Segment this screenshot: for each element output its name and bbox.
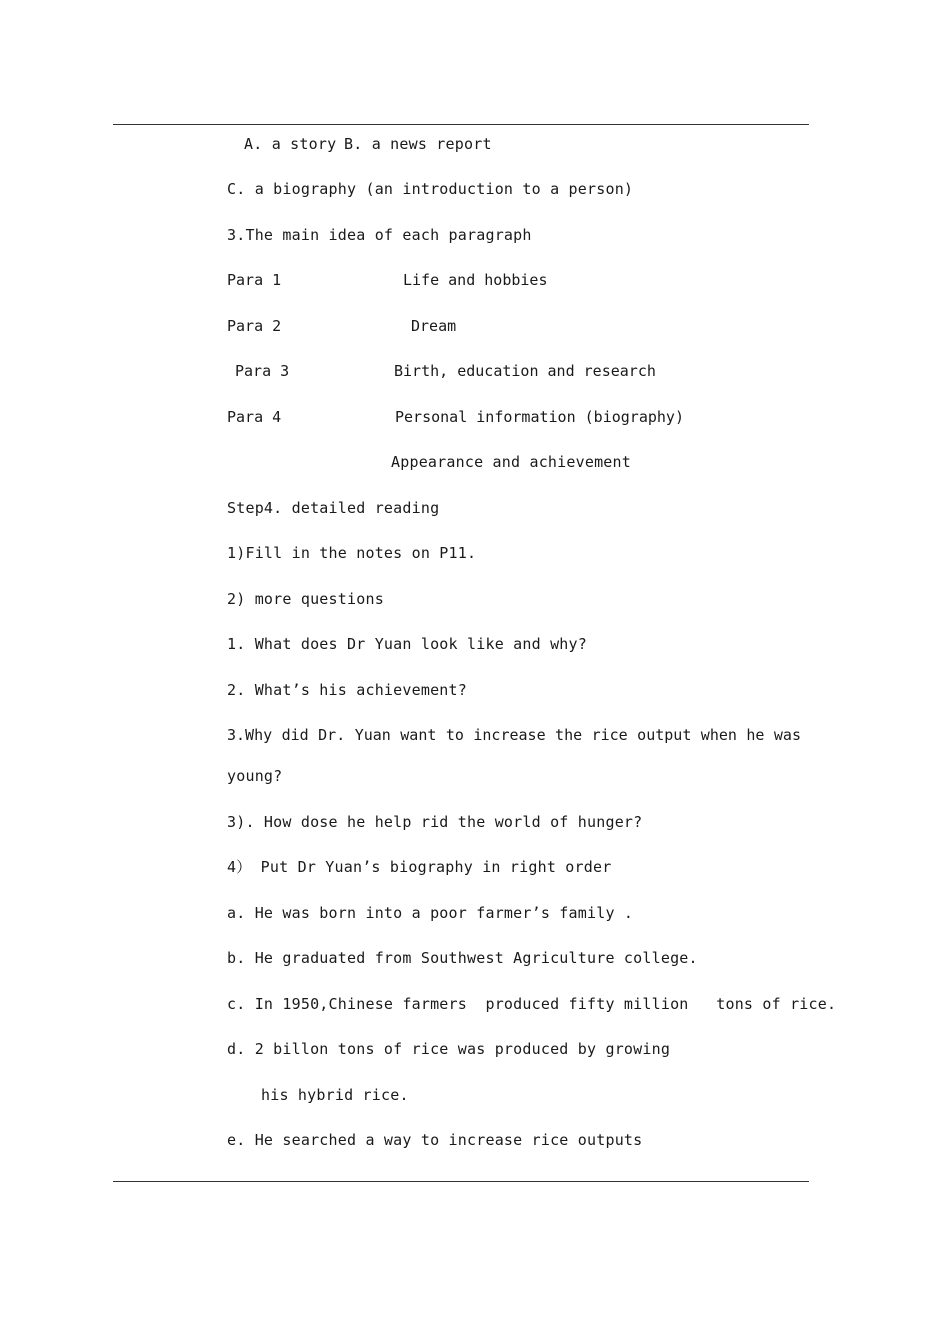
question-1: 1. What does Dr Yuan look like and why? [227,635,587,653]
footer-rule [113,1181,809,1182]
extra-idea: Appearance and achievement [391,453,631,471]
para-label: Para 1 [227,271,282,289]
para-label: Para 4 [227,408,282,426]
order-item-c: c. In 1950,Chinese farmers produced fifty million tons of rice. [227,995,837,1013]
order-item-d-cont: his hybrid rice. [261,1086,409,1104]
order-heading: 4） Put Dr Yuan’s biography in right order [227,858,612,876]
para-row-2 [0,316,950,336]
more-questions: 2) more questions [227,590,384,608]
para-idea: Birth, education and research [394,362,656,380]
option-c: C. a biography (an introduction to a person) [227,180,634,198]
para-label: Para 3 [235,362,290,380]
fill-notes: 1)Fill in the notes on P11. [227,544,477,562]
main-idea-heading: 3.The main idea of each paragraph [227,226,532,244]
para-row-4 [0,407,950,427]
para-label: Para 2 [227,317,282,335]
question-2: 2. What’s his achievement? [227,681,467,699]
option-a: A. a story [244,135,337,153]
para-idea: Life and hobbies [403,271,548,289]
order-item-b: b. He graduated from Southwest Agriculture college. [227,949,698,967]
order-item-a: a. He was born into a poor farmer’s family . [227,904,634,922]
para-idea: Dream [411,317,457,335]
para-row-3 [0,361,950,381]
header-rule [113,124,809,125]
question-3-line1: 3.Why did Dr. Yuan want to increase the rice output when he was [227,726,801,744]
step4-heading: Step4. detailed reading [227,499,440,517]
para-row-1 [0,270,950,290]
question-hunger: 3). How dose he help rid the world of hunger? [227,813,643,831]
order-item-e: e. He searched a way to increase rice outputs [227,1131,643,1149]
question-3-line2: young? [227,767,283,785]
order-item-d: d. 2 billon tons of rice was produced by growing [227,1040,671,1058]
para-idea: Personal information (biography) [395,408,684,426]
option-b: B. a news report [344,135,492,153]
